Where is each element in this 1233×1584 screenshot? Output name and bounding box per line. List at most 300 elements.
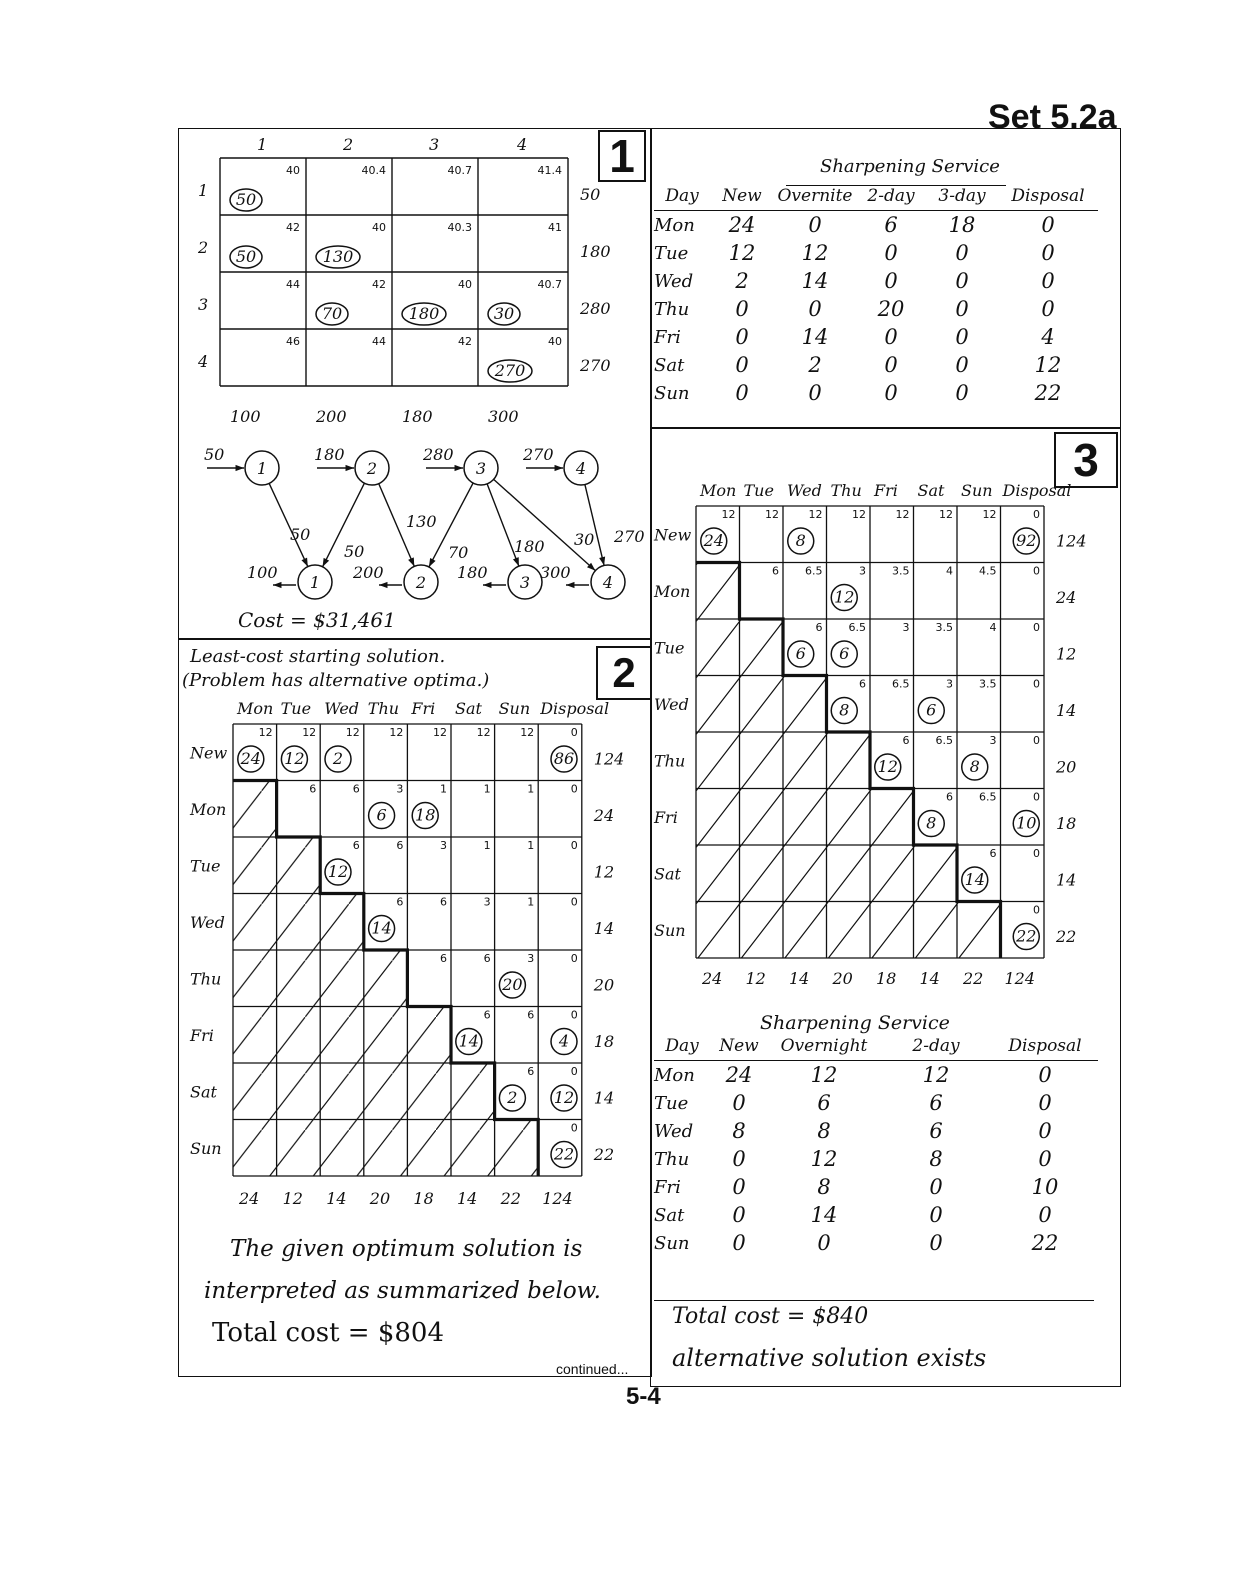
- summary-header-cell: 2-day: [856, 186, 926, 211]
- summary-day-cell: Sat: [654, 354, 685, 376]
- row-supply: 270: [580, 356, 611, 375]
- summary-value-cell: 14: [801, 269, 829, 293]
- summary-value-cell: 0: [732, 1175, 746, 1199]
- row-supply: 14: [593, 1088, 615, 1108]
- blocked-cell: [783, 902, 827, 959]
- blocked-cell: [870, 902, 914, 959]
- summary-row: [654, 1173, 1098, 1201]
- supply-value: 50: [204, 445, 225, 464]
- row-label: Wed: [654, 694, 689, 714]
- cell-cost: 6: [989, 847, 997, 860]
- summary-2-total-cost: Total cost = $840: [672, 1304, 869, 1329]
- cell-allocation: 8: [926, 813, 937, 833]
- cell-cost: 6: [396, 895, 404, 909]
- blocked-cell: [740, 676, 784, 733]
- cell-cost: 6.5: [979, 790, 997, 804]
- row-label: Mon: [654, 581, 691, 601]
- cell-cost: 40: [372, 221, 386, 234]
- column-demand: 18: [413, 1189, 434, 1208]
- row-label: Tue: [190, 856, 221, 876]
- cell-allocation: 14: [458, 1031, 479, 1051]
- cell-cost: 44: [372, 335, 386, 348]
- cell-cost: 6: [772, 564, 779, 578]
- summary-row: [654, 1061, 1098, 1090]
- summary-value-cell: 8: [929, 1147, 943, 1171]
- summary-header-cell: 2-day: [880, 1036, 992, 1061]
- column-demand: 12: [282, 1189, 303, 1208]
- row-label: New: [190, 743, 228, 763]
- section-3-badge: 3: [1054, 432, 1118, 488]
- cell-cost: 6: [352, 782, 360, 796]
- summary-value-cell: 0: [1041, 241, 1055, 265]
- summary-row: [654, 1145, 1098, 1173]
- summary-day-cell: Wed: [654, 1120, 694, 1142]
- summary-header-cell: Day: [654, 1036, 710, 1061]
- row-label: 2: [198, 238, 209, 257]
- cell-cost: 0: [1033, 677, 1040, 691]
- cell-cost: 0: [1033, 903, 1040, 917]
- supply-value: 270: [523, 445, 554, 464]
- summary-header-cell: New: [710, 1036, 768, 1061]
- column-demand: 200: [316, 407, 347, 426]
- summary-value-cell: 8: [817, 1119, 831, 1143]
- summary-day-cell: Sun: [654, 1232, 690, 1254]
- column-header: Wed: [787, 481, 822, 500]
- row-label: Sat: [190, 1082, 217, 1102]
- summary-value-cell: 12: [810, 1147, 838, 1171]
- cell-cost: 6.5: [892, 677, 910, 691]
- cell-cost: 12: [520, 726, 535, 739]
- cell-cost: 46: [286, 335, 300, 348]
- arc-label: 180: [514, 537, 545, 556]
- cell-allocation: 14: [371, 918, 392, 938]
- column-header: Disposal: [1002, 481, 1072, 500]
- summary-value-cell: 0: [929, 1231, 943, 1255]
- row-label: 3: [198, 295, 209, 314]
- cell-cost: 12: [939, 508, 953, 521]
- summary-value-cell: 0: [955, 381, 969, 405]
- cell-cost: 40.4: [361, 164, 386, 177]
- demand-value: 200: [353, 563, 384, 582]
- section-2-bottom-line2: interpreted as summarized below.: [204, 1278, 601, 1304]
- section-1-cost: Cost = $31,461: [238, 608, 396, 632]
- cell-cost: 40: [548, 335, 562, 348]
- section-1-badge: 1: [598, 130, 646, 182]
- cell-cost: 1: [483, 839, 491, 852]
- cell-cost: 40: [286, 164, 300, 177]
- column-demand: 24: [239, 1189, 260, 1208]
- summary-row: [654, 1229, 1098, 1257]
- cell-cost: 1: [527, 895, 535, 909]
- cell-cost: 40: [458, 278, 472, 291]
- summary-value-cell: 12: [728, 241, 756, 265]
- cell-cost: 0: [570, 1008, 578, 1022]
- summary-row: [654, 1089, 1098, 1117]
- row-supply: 22: [593, 1144, 615, 1164]
- summary-value-cell: 6: [929, 1091, 943, 1115]
- cell-cost: 12: [476, 726, 491, 739]
- cell-cost: 1: [440, 782, 447, 796]
- blocked-cell: [783, 845, 827, 902]
- cell-cost: 0: [1033, 847, 1040, 860]
- cell-cost: 3: [396, 782, 404, 796]
- row-supply: 18: [1056, 813, 1077, 833]
- cell-cost: 0: [1033, 790, 1040, 804]
- cell-cost: 12: [765, 508, 779, 521]
- summary-value-cell: 0: [955, 297, 969, 321]
- cell-cost: 12: [433, 726, 447, 739]
- cell-cost: 0: [570, 1065, 578, 1078]
- summary-value-cell: 0: [1038, 1091, 1052, 1115]
- summary-header-cell: 3-day: [926, 186, 998, 211]
- row-supply: 124: [593, 749, 625, 769]
- column-header: 4: [517, 135, 528, 154]
- column-header: Thu: [367, 699, 400, 718]
- cell-allocation: 8: [795, 531, 806, 551]
- summary-value-cell: 0: [1041, 213, 1055, 237]
- cell-cost: 41: [548, 221, 562, 234]
- cell-cost: 3: [859, 564, 866, 578]
- cell-cost: 6.5: [848, 621, 866, 634]
- cell-cost: 0: [570, 782, 578, 796]
- cell-allocation: 70: [321, 304, 343, 323]
- cell-cost: 42: [286, 221, 300, 234]
- summary-value-cell: 24: [728, 213, 756, 237]
- cell-cost: 0: [570, 839, 578, 852]
- cell-allocation: 2: [507, 1088, 518, 1108]
- arc-label: 50: [344, 542, 365, 561]
- summary-header-cell: Overnight: [768, 1036, 880, 1061]
- demand-node-label: 2: [415, 573, 427, 592]
- column-demand: 124: [1004, 969, 1036, 988]
- blocked-cell: [783, 676, 827, 733]
- summary-2-bottom-rule: [654, 1300, 1094, 1301]
- summary-row: [654, 1201, 1098, 1229]
- summary-day-cell: Sat: [654, 1204, 685, 1226]
- column-demand: 18: [876, 969, 897, 988]
- cell-allocation: 92: [1016, 531, 1037, 551]
- cell-allocation: 50: [235, 190, 257, 209]
- cell-cost: 0: [570, 895, 578, 909]
- demand-value: 180: [457, 563, 488, 582]
- cell-cost: 0: [570, 1121, 578, 1135]
- cell-allocation: 22: [553, 1144, 575, 1164]
- cell-cost: 3: [902, 621, 910, 634]
- blocked-cell: [740, 732, 784, 789]
- supply-node-label: 3: [475, 459, 487, 478]
- cell-allocation: 12: [327, 862, 349, 882]
- row-supply: 124: [1056, 531, 1087, 551]
- demand-node-label: 4: [602, 573, 614, 592]
- summary-value-cell: 0: [1038, 1203, 1052, 1227]
- cell-cost: 40.3: [447, 221, 472, 234]
- cell-allocation: 12: [877, 757, 898, 777]
- summary-value-cell: 8: [817, 1175, 831, 1199]
- section-2-badge: 2: [596, 646, 652, 700]
- summary-value-cell: 2: [808, 353, 822, 377]
- column-demand: 14: [326, 1189, 347, 1208]
- cell-allocation: 50: [235, 247, 257, 266]
- cell-cost: 40.7: [537, 278, 562, 291]
- summary-value-cell: 0: [955, 269, 969, 293]
- cell-allocation: 4: [558, 1031, 570, 1051]
- row-supply: 20: [593, 975, 615, 995]
- summary-day-cell: Wed: [654, 270, 694, 292]
- column-header: Wed: [324, 699, 360, 718]
- summary-value-cell: 6: [817, 1091, 831, 1115]
- column-demand: 20: [832, 969, 853, 988]
- cell-allocation: 10: [1016, 813, 1037, 833]
- cell-cost: 6.5: [805, 564, 823, 578]
- column-demand: 100: [230, 407, 261, 426]
- cell-cost: 12: [258, 726, 273, 739]
- summary-value-cell: 6: [884, 213, 898, 237]
- summary-day-cell: Thu: [654, 298, 690, 320]
- summary-value-cell: 0: [808, 381, 822, 405]
- cell-cost: 6: [527, 1008, 535, 1022]
- arc-label: 30: [574, 530, 595, 549]
- row-label: Fri: [190, 1025, 214, 1045]
- column-header: Mon: [237, 699, 274, 718]
- summary-value-cell: 6: [929, 1119, 943, 1143]
- cell-allocation: 22: [1016, 926, 1037, 946]
- supply-node-label: 4: [575, 459, 587, 478]
- blocked-cell: [696, 732, 740, 789]
- supply-value: 180: [314, 445, 345, 464]
- column-demand: 300: [488, 407, 519, 426]
- summary-header-cell: Disposal: [998, 186, 1098, 211]
- continued-label: continued...: [556, 1361, 629, 1377]
- cell-cost: 3: [946, 677, 953, 691]
- cell-cost: 6: [352, 839, 360, 852]
- arc-label: 50: [290, 525, 311, 544]
- cell-cost: 0: [1033, 508, 1040, 521]
- cell-cost: 0: [1033, 564, 1040, 578]
- cell-allocation: 6: [795, 644, 806, 664]
- row-label: New: [654, 525, 692, 545]
- summary-value-cell: 0: [732, 1091, 746, 1115]
- summary-value-cell: 0: [735, 297, 749, 321]
- summary-header-cell: Disposal: [992, 1036, 1098, 1061]
- summary-header-row: [654, 1036, 1098, 1061]
- cell-cost: 3.5: [935, 621, 953, 634]
- supply-value: 280: [423, 445, 454, 464]
- cell-cost: 6: [859, 677, 866, 691]
- cell-cost: 6: [483, 1008, 491, 1022]
- cell-cost: 42: [372, 278, 386, 291]
- summary-value-cell: 0: [1038, 1119, 1052, 1143]
- section-2-note-line1: Least-cost starting solution.: [190, 646, 446, 667]
- summary-value-cell: 12: [810, 1063, 838, 1087]
- summary-value-cell: 0: [735, 353, 749, 377]
- cell-cost: 12: [345, 726, 360, 739]
- cell-cost: 6: [902, 734, 910, 747]
- cell-cost: 42: [458, 335, 472, 348]
- demand-value: 300: [540, 563, 571, 582]
- cell-cost: 1: [483, 782, 491, 796]
- summary-value-cell: 0: [955, 325, 969, 349]
- summary-value-cell: 4: [1041, 325, 1055, 349]
- cell-allocation: 2: [332, 749, 344, 769]
- cell-allocation: 30: [493, 304, 515, 323]
- column-demand: 22: [500, 1189, 521, 1208]
- cell-cost: 12: [721, 508, 736, 521]
- blocked-cell: [783, 732, 827, 789]
- summary-value-cell: 0: [929, 1203, 943, 1227]
- cell-cost: 0: [570, 952, 578, 965]
- row-supply: 12: [1056, 644, 1077, 664]
- summary-value-cell: 12: [1034, 353, 1062, 377]
- summary-2-title: Sharpening Service: [760, 1012, 950, 1034]
- cell-cost: 6: [483, 952, 491, 965]
- cell-allocation: 24: [240, 749, 261, 769]
- row-label: Sat: [654, 864, 681, 884]
- cell-allocation: 20: [502, 975, 523, 995]
- blocked-cell: [696, 619, 740, 676]
- summary-value-cell: 22: [1034, 381, 1062, 405]
- blocked-cell: [740, 845, 784, 902]
- row-label: Sun: [654, 920, 686, 940]
- cell-cost: 0: [570, 726, 578, 739]
- column-header: 3: [429, 135, 440, 154]
- cell-cost: 0: [1033, 621, 1040, 634]
- cell-allocation: 6: [839, 644, 850, 664]
- summary-value-cell: 22: [1031, 1231, 1059, 1255]
- summary-value-cell: 8: [732, 1119, 746, 1143]
- arc-label: 270: [614, 527, 645, 546]
- section-2-bottom-line1: The given optimum solution is: [230, 1236, 583, 1262]
- summary-header-cell: Overnite: [774, 186, 856, 211]
- cell-allocation: 86: [553, 749, 575, 769]
- row-supply: 20: [1056, 757, 1077, 777]
- cell-cost: 6: [396, 839, 404, 852]
- summary-value-cell: 0: [808, 297, 822, 321]
- cell-allocation: 18: [415, 805, 436, 825]
- supply-node-label: 2: [366, 459, 378, 478]
- cell-allocation: 180: [408, 304, 440, 323]
- summary-value-cell: 0: [1041, 297, 1055, 321]
- column-demand: 124: [542, 1189, 573, 1208]
- cell-cost: 1: [527, 782, 535, 796]
- column-header: Sun: [961, 481, 993, 500]
- row-supply: 14: [1056, 700, 1077, 720]
- summary-day-cell: Fri: [654, 1176, 681, 1198]
- row-supply: 50: [580, 185, 601, 204]
- demand-node-label: 1: [309, 573, 321, 592]
- blocked-cell: [957, 902, 1001, 959]
- row-label: 1: [198, 181, 209, 200]
- cell-cost: 3: [527, 952, 535, 965]
- column-demand: 180: [402, 407, 433, 426]
- cell-cost: 44: [286, 278, 300, 291]
- row-label: Mon: [190, 799, 227, 819]
- summary-value-cell: 24: [725, 1063, 753, 1087]
- column-demand: 14: [789, 969, 810, 988]
- row-label: Fri: [654, 807, 678, 827]
- column-demand: 14: [457, 1189, 478, 1208]
- summary-day-cell: Fri: [654, 326, 681, 348]
- summary-value-cell: 10: [1031, 1175, 1059, 1199]
- cell-allocation: 130: [322, 247, 354, 266]
- row-supply: 14: [593, 918, 615, 938]
- column-demand: 24: [702, 969, 723, 988]
- cell-allocation: 12: [284, 749, 305, 769]
- blocked-cell: [696, 563, 740, 620]
- summary-day-cell: Tue: [654, 242, 689, 264]
- column-header: Sat: [455, 699, 482, 718]
- summary-2-note: alternative solution exists: [672, 1344, 987, 1372]
- summary-value-cell: 0: [732, 1231, 746, 1255]
- column-demand: 20: [369, 1189, 391, 1208]
- cell-cost: 6.5: [935, 734, 953, 747]
- blocked-cell: [914, 902, 958, 959]
- cell-cost: 6: [309, 782, 317, 796]
- blocked-cell: [696, 902, 740, 959]
- page-number: 5-4: [626, 1383, 661, 1410]
- summary-value-cell: 14: [810, 1203, 838, 1227]
- summary-value-cell: 0: [735, 325, 749, 349]
- column-header: Mon: [700, 481, 737, 500]
- column-header: Disposal: [540, 699, 610, 718]
- cell-cost: 3.5: [979, 677, 997, 691]
- summary-value-cell: 0: [732, 1147, 746, 1171]
- summary-day-cell: Mon: [654, 1064, 695, 1086]
- summary-value-cell: 18: [948, 213, 976, 237]
- cell-cost: 12: [808, 508, 823, 521]
- blocked-cell: [696, 789, 740, 846]
- column-header: 2: [343, 135, 354, 154]
- cell-allocation: 8: [969, 757, 980, 777]
- summary-day-cell: Sun: [654, 382, 690, 404]
- column-header: Fri: [874, 481, 898, 500]
- summary-value-cell: 12: [801, 241, 829, 265]
- summary-value-cell: 14: [801, 325, 829, 349]
- column-demand: 14: [919, 969, 940, 988]
- blocked-cell: [696, 845, 740, 902]
- summary-value-cell: 0: [732, 1203, 746, 1227]
- cell-cost: 3.5: [892, 564, 910, 578]
- arc-label: 70: [448, 543, 469, 562]
- summary-value-cell: 0: [955, 241, 969, 265]
- column-header: Tue: [743, 481, 774, 500]
- cell-cost: 12: [895, 508, 910, 521]
- cell-cost: 6: [946, 790, 953, 804]
- column-header: Sat: [917, 481, 945, 500]
- cell-cost: 3: [989, 734, 997, 747]
- summary-value-cell: 0: [808, 213, 822, 237]
- section-2-total-cost: Total cost = $804: [212, 1318, 444, 1348]
- blocked-cell: [783, 789, 827, 846]
- cell-allocation: 14: [964, 870, 985, 890]
- row-label: Thu: [190, 969, 222, 989]
- row-supply: 180: [580, 242, 611, 261]
- summary-value-cell: 2: [735, 269, 749, 293]
- blocked-cell: [870, 789, 914, 846]
- row-supply: 14: [1056, 870, 1077, 890]
- summary-value-cell: 0: [929, 1175, 943, 1199]
- blocked-cell: [870, 845, 914, 902]
- summary-value-cell: 0: [1038, 1063, 1052, 1087]
- cell-cost: 4: [946, 564, 953, 578]
- summary-value-cell: 0: [735, 381, 749, 405]
- blocked-cell: [740, 789, 784, 846]
- row-supply: 12: [593, 862, 615, 882]
- row-supply: 18: [593, 1031, 615, 1051]
- cell-cost: 6: [527, 1065, 535, 1078]
- summary-value-cell: 0: [884, 325, 898, 349]
- summary-value-cell: 0: [884, 353, 898, 377]
- summary-2-table: [654, 1036, 1098, 1257]
